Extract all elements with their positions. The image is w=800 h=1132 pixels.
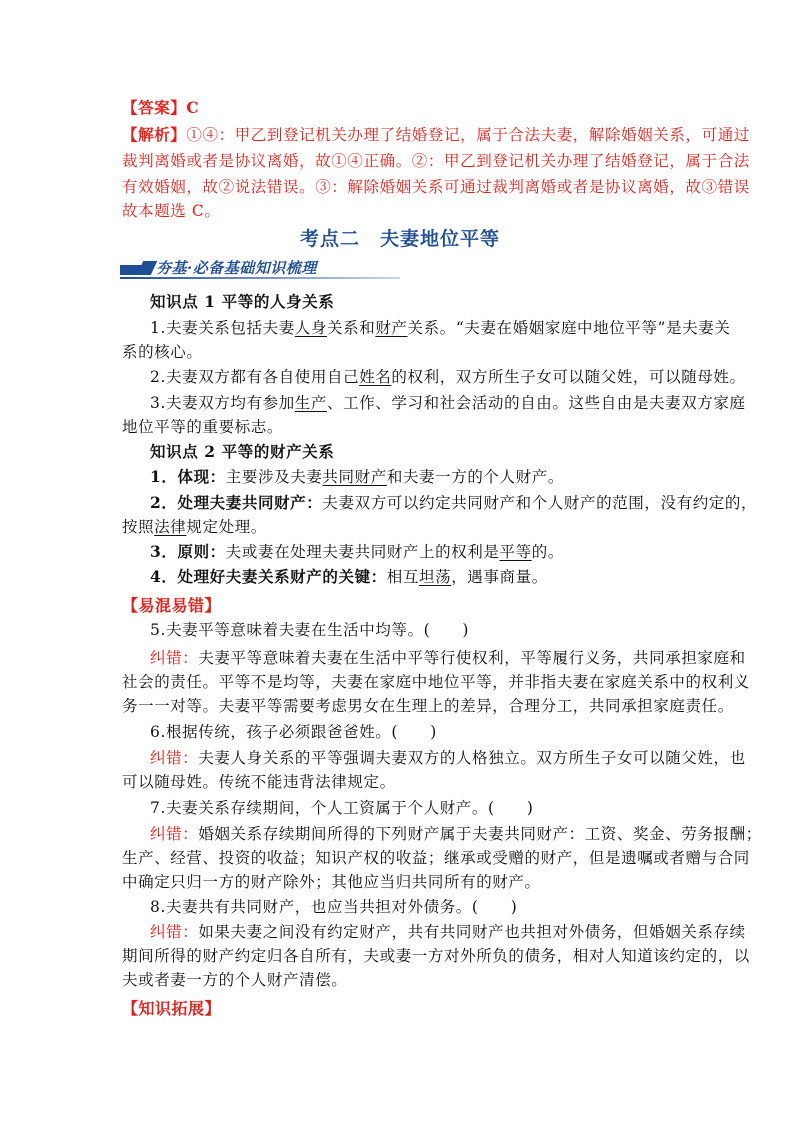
k2-item4-label: 4．处理好夫妻关系财产的关键： (150, 567, 387, 586)
knowledge2-item1 (150, 467, 564, 487)
k2-item3-post: 的。 (531, 543, 564, 561)
analysis-line-4: 故本题选 C。 (122, 202, 221, 220)
k1-item2-pre: 2.夫妻双方都有各自使用自己 (150, 368, 360, 386)
answer-line (122, 98, 199, 118)
analysis-line-3: 有效婚姻，故②说法错误。③：解除婚姻关系可通过裁判离婚或者是协议离婚，故③错误 (122, 178, 750, 196)
analysis-line-2: 裁判离婚或者是协议离婚，故①④正确。②：甲乙到登记机关办理了结婚登记，属于合法 (122, 152, 750, 170)
confusion-fix8-line2: 期间所得的财产约定归各自所有，夫或妻一方对外所负的债务，相对人知道该约定的，以 (122, 947, 750, 965)
k2-item1-label: 1．体现： (150, 467, 226, 486)
answer-label: 【答案】 (122, 98, 187, 117)
confusion-q6: 6.根据传统，孩子必须跟爸爸姓。( ) (150, 723, 437, 741)
knowledge1-item1-cont: 系的核心。 (122, 343, 203, 361)
section-banner (120, 257, 400, 279)
k2-item4-blank: 坦荡 (419, 568, 452, 586)
k2-item2-label: 2．处理夫妻共同财产： (150, 493, 323, 512)
fix5-text-1: 夫妻平等意味着夫妻在生活中平等行使权利，平等履行义务，共同承担家庭和 (198, 649, 746, 667)
section-title: 考点二 夫妻地位平等 (299, 228, 500, 250)
confusion-fix7-line3: 中确定只归一方的财产除外；其他应当归共同所有的财产。 (122, 873, 541, 891)
knowledge1-item2 (150, 367, 746, 387)
banner-rule (120, 277, 400, 279)
k2-item3-pre: 夫或妻在处理夫妻共同财产上的权利是 (225, 543, 500, 561)
k2-item4-post: ，遇事商量。 (451, 568, 548, 586)
knowledge2-item2 (150, 493, 757, 513)
banner-slant-icon (137, 261, 158, 275)
fix6-label: 纠错： (150, 749, 199, 767)
fix8-label: 纠错： (150, 923, 199, 941)
knowledge1-item3-cont: 地位平等的重要标志。 (122, 418, 284, 436)
k1-item2-blank: 姓名 (359, 368, 392, 386)
confusion-title: 【易混易错】 (122, 596, 222, 615)
confusion-fix5-line3: 务一一对等。夫妻平等需要考虑男女在生理上的差异，合理分工，共同承担家庭责任。 (122, 697, 734, 715)
k2-item3-label: 3．原则： (150, 542, 226, 561)
k1-item1-post: 关系。“夫妻在婚姻家庭中地位平等”是夫妻关 (407, 319, 731, 337)
k1-item1-blank-2: 财产 (375, 319, 408, 337)
knowledge2-item4 (150, 567, 548, 587)
fix7-text-1: 婚姻关系存续期间所得的下列财产属于夫妻共同财产：工资、奖金、劳务报酬； (198, 825, 762, 843)
k2-item4-pre: 相互 (386, 568, 419, 586)
confusion-q5: 5.夫妻平等意味着夫妻在生活中均等。( ) (150, 621, 470, 639)
k2-item2-cont-pre: 按照 (122, 518, 155, 536)
k1-item3-pre: 3.夫妻双方均有参加 (150, 394, 295, 412)
k1-item3-blank: 生产 (294, 394, 327, 412)
k2-item1-pre: 主要涉及夫妻 (225, 468, 323, 486)
confusion-fix8-line1 (150, 922, 746, 942)
analysis-label: 【解析】 (122, 125, 187, 144)
knowledge1-item1 (150, 318, 730, 338)
confusion-fix7-line1 (150, 824, 762, 844)
confusion-fix6-line2: 可以随母姓。传统不能违背法律规定。 (122, 773, 396, 791)
confusion-fix6-line1 (150, 748, 746, 768)
k2-item1-blank: 共同财产 (322, 468, 387, 486)
extension-title: 【知识拓展】 (122, 999, 222, 1018)
k2-item2-cont-post: 规定处理。 (186, 518, 267, 536)
k1-item2-post: 的权利，双方所生子女可以随父姓，可以随母姓。 (391, 368, 746, 386)
confusion-q7: 7.夫妻关系存续期间，个人工资属于个人财产。( ) (150, 799, 534, 817)
k2-item3-blank: 平等 (499, 543, 532, 561)
confusion-fix5-line2: 社会的责任。平等不是均等，夫妻在家庭中地位平等，并非指夫妻在家庭关系中的权利义 (122, 673, 750, 691)
k1-item3-post: 、工作、学习和社会活动的自由。这些自由是夫妻双方家庭 (327, 394, 746, 412)
k1-item1-blank-1: 人身 (294, 319, 327, 337)
analysis-text-1: ①④：甲乙到登记机关办理了结婚登记，属于合法夫妻，解除婚姻关系，可通过 (186, 126, 750, 144)
answer-value: C (186, 98, 200, 117)
analysis-line-1 (122, 125, 750, 145)
knowledge1-title: 知识点 1 平等的人身关系 (150, 292, 335, 311)
knowledge2-item3 (150, 542, 564, 562)
k1-item1-pre: 1.夫妻关系包括夫妻 (150, 319, 295, 337)
fix6-text-1: 夫妻人身关系的平等强调夫妻双方的人格独立。双方所生子女可以随父姓，也 (198, 749, 746, 767)
fix8-text-1: 如果夫妻之间没有约定财产，共有共同财产也共担对外债务，但婚姻关系存续 (198, 923, 746, 941)
confusion-fix8-line3: 夫或者妻一方的个人财产清偿。 (122, 971, 348, 989)
knowledge2-title: 知识点 2 平等的财产关系 (150, 442, 335, 461)
confusion-q8: 8.夫妻共有共同财产，也应当共担对外债务。( ) (150, 898, 518, 916)
confusion-fix5-line1 (150, 648, 746, 668)
confusion-fix7-line2: 生产、经营、投资的收益；知识产权的收益；继承或受赠的财产，但是遗嘱或者赠与合同 (122, 849, 750, 867)
knowledge1-item3 (150, 393, 746, 413)
banner-label: 夯基·必备基础知识梳理 (156, 259, 317, 277)
k1-item1-mid: 关系和 (327, 319, 376, 337)
fix7-label: 纠错： (150, 825, 199, 843)
k2-item2-blank: 法律 (154, 518, 187, 536)
k2-item2-text: 夫妻双方可以约定共同财产和个人财产的范围，没有约定的， (322, 494, 758, 512)
fix5-label: 纠错： (150, 649, 199, 667)
knowledge2-item2-cont (122, 517, 267, 537)
k2-item1-post: 和夫妻一方的个人财产。 (386, 468, 564, 486)
